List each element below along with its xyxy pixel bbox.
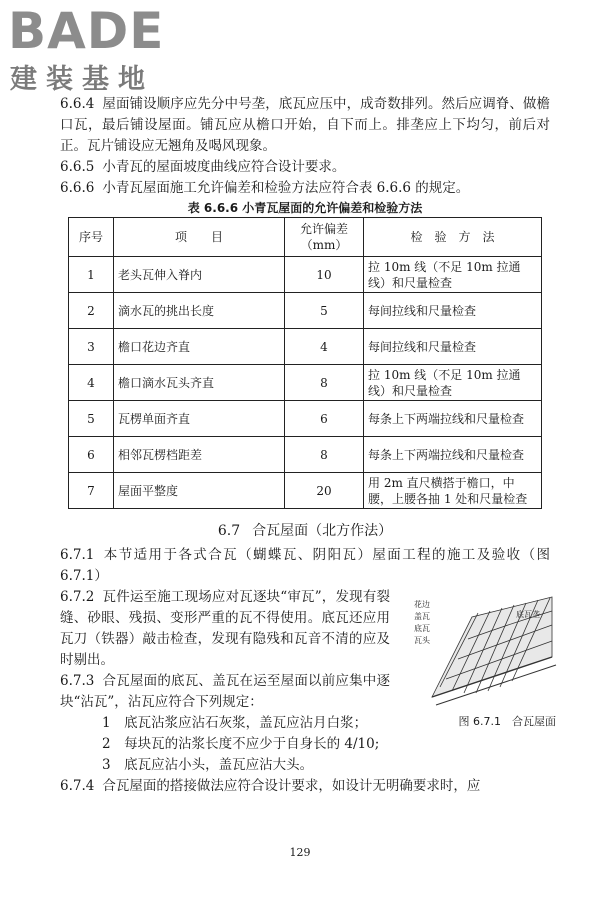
- cell-tolerance: 6: [285, 401, 364, 437]
- roof-tile-illustration: [412, 587, 560, 711]
- figure-caption: 图 6.7.1 合瓦屋面: [458, 715, 556, 728]
- clause-6-7-3: [60, 671, 390, 713]
- logo-wordmark: BADE: [8, 2, 165, 60]
- cell-no: 3: [69, 329, 114, 365]
- header-item: 项 目: [114, 218, 285, 257]
- table-header-row: [69, 218, 542, 257]
- table-title: 表 6.6.6 小青瓦屋面的允许偏差和检验方法: [187, 201, 423, 215]
- page-content: [60, 94, 556, 797]
- list-text: 每块瓦的沾浆长度不应少于自身长的 4/10;: [124, 736, 380, 752]
- logo-subtitle: 建装基地: [10, 64, 154, 95]
- clause-number: 6.7.4: [60, 778, 95, 794]
- table-row: [69, 293, 542, 329]
- cell-tolerance: 5: [285, 293, 364, 329]
- table-row: [69, 365, 542, 401]
- clause-number: 6.6.6: [60, 180, 95, 196]
- list-item: [60, 755, 550, 776]
- clause-text: 合瓦屋面的底瓦、盖瓦在运至屋面以前应集中逐块“沾瓦”，沾瓦应符合下列规定：: [60, 673, 390, 710]
- list-item: [60, 734, 550, 755]
- clause-number: 6.6.4: [60, 96, 95, 112]
- clause-text: 本节适用于各式合瓦（蝴蝶瓦、阴阳瓦）屋面工程的施工及验收（图 6.7.1）: [60, 547, 550, 584]
- cell-item: 檐口花边齐直: [114, 329, 285, 365]
- clause-number: 6.6.5: [60, 159, 95, 175]
- cell-tolerance: 10: [285, 257, 364, 293]
- figure-label-huabian: 花边: [414, 600, 430, 609]
- cell-method: 拉 10m 线（不足 10m 拉通线）和尺量检查: [364, 257, 542, 293]
- cell-item: 相邻瓦楞档距差: [114, 437, 285, 473]
- cell-no: 6: [69, 437, 114, 473]
- cell-method: 每条上下两端拉线和尺量检查: [364, 401, 542, 437]
- clause-text: 合瓦屋面的搭接做法应符合设计要求，如设计无明确要求时，应: [102, 778, 481, 794]
- clause-number: 6.7.2: [60, 589, 95, 605]
- clause-text: 小青瓦的屋面坡度曲线应符合设计要求。: [102, 159, 346, 175]
- table-row: [69, 257, 542, 293]
- clause-6-6-4: [60, 94, 550, 157]
- cell-tolerance: 4: [285, 329, 364, 365]
- clause-text: 小青瓦屋面施工允许偏差和检验方法应符合表 6.6.6 的规定。: [102, 180, 470, 196]
- cell-no: 2: [69, 293, 114, 329]
- cell-method: 每间拉线和尺量检查: [364, 293, 542, 329]
- cell-method: 用 2m 直尺横搭于檐口，中腰，上腰各抽 1 处和尺量检查: [364, 473, 542, 509]
- clause-6-7-1: [60, 545, 550, 587]
- figure-label-diwalong: 底瓦垄: [516, 610, 540, 619]
- cell-item: 瓦楞单面齐直: [114, 401, 285, 437]
- section-number: 6.7: [217, 523, 241, 539]
- list-number: 1: [102, 715, 111, 731]
- figure-label-diwa: 底瓦: [414, 624, 430, 633]
- page-number: 129: [289, 846, 311, 859]
- cell-item: 屋面平整度: [114, 473, 285, 509]
- cell-method: 每条上下两端拉线和尺量检查: [364, 437, 542, 473]
- clause-6-6-6: [60, 178, 550, 199]
- table-row: [69, 401, 542, 437]
- cell-tolerance: 20: [285, 473, 364, 509]
- cell-item: 老头瓦伸入脊内: [114, 257, 285, 293]
- clause-number: 6.7.1: [60, 547, 95, 563]
- bade-logo: [8, 4, 178, 100]
- list-text: 底瓦沾浆应沾石灰浆，盖瓦应沾月白浆；: [124, 715, 368, 731]
- clause-text: 屋面铺设顺序应先分中号垄，底瓦应压中，成奇数排列。然后应调脊、做檐口瓦，最后铺设屋面。铺瓦应从檐口开始，自下而上。排垄应上下均匀，前后对正。瓦片铺设应无翘角及喝风现象。: [60, 96, 550, 154]
- table-row: [69, 473, 542, 509]
- header-method: 检 验 方 法: [364, 218, 542, 257]
- clause-text: 瓦件运至施工现场应对瓦逐块“审瓦”，发现有裂缝、砂眼、残损、变形严重的瓦不得使用。底瓦还应用瓦刀（铁器）敲击检查，发现有隐残和瓦音不清的应及时剔出。: [60, 589, 390, 668]
- list-number: 3: [102, 757, 111, 773]
- clause-number: 6.7.3: [60, 673, 95, 689]
- cell-item: 檐口滴水瓦头齐直: [114, 365, 285, 401]
- cell-no: 4: [69, 365, 114, 401]
- table-row: [69, 329, 542, 365]
- cell-tolerance: 8: [285, 365, 364, 401]
- figure-label-gaiwa: 盖瓦: [414, 612, 430, 621]
- cell-no: 7: [69, 473, 114, 509]
- cell-method: 每间拉线和尺量检查: [364, 329, 542, 365]
- cell-no: 1: [69, 257, 114, 293]
- clause-6-7-4: [60, 776, 550, 797]
- table-row: [69, 437, 542, 473]
- header-no: 序号: [69, 218, 114, 257]
- clause-6-6-5: [60, 157, 550, 178]
- section-title: 合瓦屋面（北方作法）: [252, 523, 393, 539]
- list-text: 底瓦应沾小头，盖瓦应沾大头。: [124, 757, 314, 773]
- figure-6-7-1: [412, 587, 560, 728]
- cell-tolerance: 8: [285, 437, 364, 473]
- clause-6-7-2: [60, 587, 390, 671]
- tolerance-table: [68, 217, 542, 509]
- cell-item: 滴水瓦的挑出长度: [114, 293, 285, 329]
- figure-label-watou: 瓦头: [414, 636, 430, 645]
- section-heading: [60, 521, 550, 541]
- cell-method: 拉 10m 线（不足 10m 拉通线）和尺量检查: [364, 365, 542, 401]
- cell-no: 5: [69, 401, 114, 437]
- header-tolerance: 允许偏差（mm）: [285, 218, 364, 257]
- list-number: 2: [102, 736, 111, 752]
